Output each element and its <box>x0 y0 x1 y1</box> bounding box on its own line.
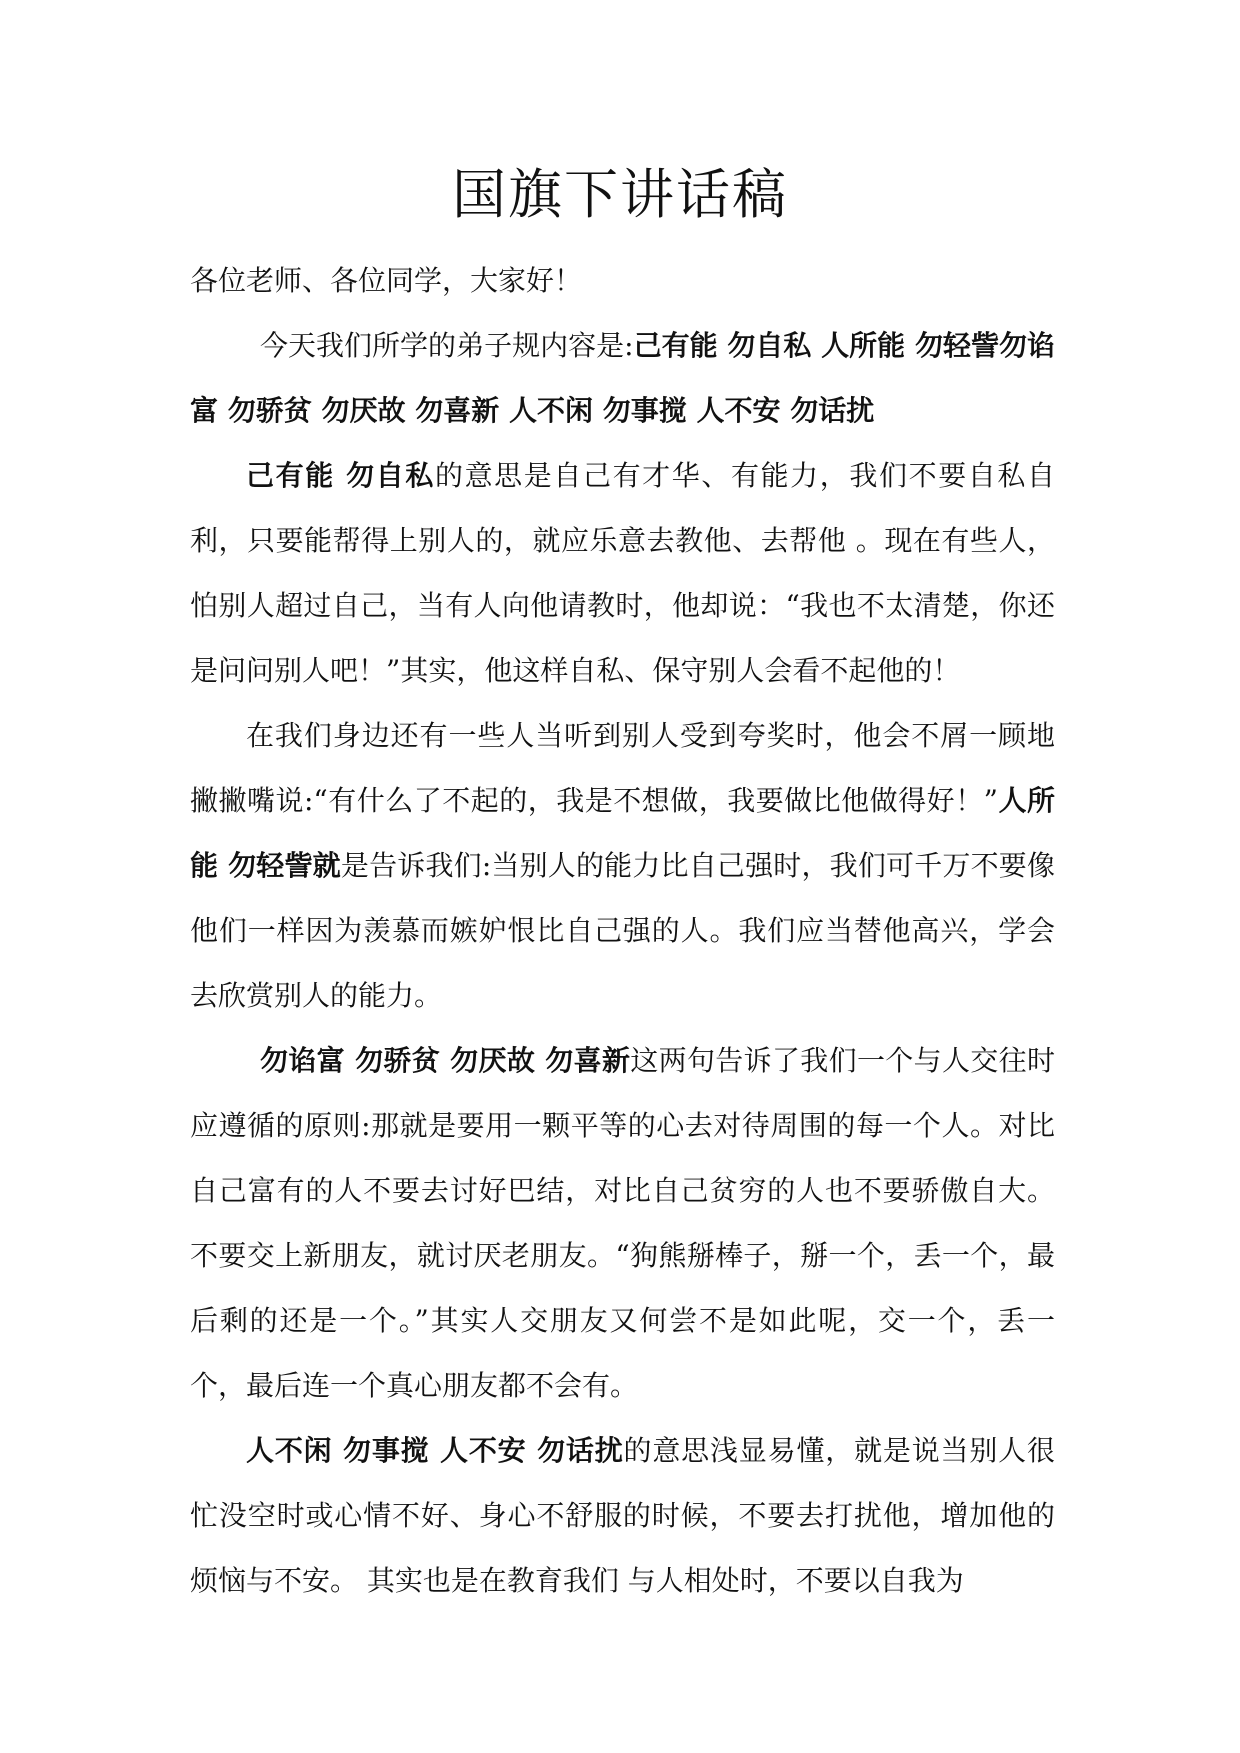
section3-text: 这两句告诉了我们一个与人交往时应遵循的原则:那就是要用一颗平等的心去对待周围的每一个人。对比自己富有的人不要去讨好巴结，对比自己贫穷的人也不要骄傲自大。不要交上新朋友，就讨厌老朋友。“狗熊掰棒子，掰一个，丢一个，最后剩的还是一个。”其实人交朋友又何尝不是如此呢，交一个，丢一个，最后连一个真心朋友都不会有。 <box>190 1044 1055 1402</box>
section2-text2: 是告诉我们:当别人的能力比自己强时，我们可千万不要像他们一样因为羡慕而嫉妒恨比自己强的人。我们应当替他高兴，学会去欣赏别人的能力。 <box>190 849 1055 1012</box>
page-title: 国旗下讲话稿 <box>452 163 788 226</box>
section1-bold: 己有能 勿自私 <box>246 459 435 492</box>
section2-text1: 在我们身边还有一些人当听到别人受到夸奖时，他会不屑一顾地撇撇嘴说:“有什么了不起的，我是不想做，我要做比他做得好！” <box>190 719 1055 817</box>
intro-bold-line1: 己有能 勿自私 人所能 勿轻訾 <box>633 329 999 362</box>
section1-paragraph <box>190 443 1055 703</box>
section4-paragraph <box>190 1418 1055 1613</box>
section2-bold: 人所能 勿轻訾就 <box>190 784 1055 882</box>
section3-bold: 勿谄富 勿骄贫 勿厌故 勿喜新 <box>260 1044 631 1077</box>
speech-body <box>190 248 1055 1613</box>
intro-paragraph <box>190 313 1055 443</box>
greeting: 各位老师、各位同学，大家好！ <box>190 264 583 297</box>
section4-bold: 人不闲 勿事搅 人不安 勿话扰 <box>246 1434 624 1467</box>
section2-paragraph <box>190 703 1055 1028</box>
section3-paragraph <box>190 1028 1055 1418</box>
intro-text: 今天我们所学的弟子规内容是: <box>260 329 634 362</box>
section1-text: 的意思是自己有才华、有能力，我们不要自私自利，只要能帮得上别人的，就应乐意去教他、去帮他 。现在有些人，怕别人超过自己，当有人向他请教时，他却说：“我也不太清楚，你还是问问别人吧！”其实，他这样自私、保守别人会看不起他的！ <box>190 459 1055 687</box>
section4-text: 的意思浅显易懂，就是说当别人很忙没空时或心情不好、身心不舒服的时候，不要去打扰他，增加他的烦恼与不安。 其实也是在教育我们 与人相处时，不要以自我为 <box>190 1434 1055 1597</box>
intro-bold-line2: 勿谄富 勿骄贫 勿厌故 勿喜新 人不闲 勿事搅 人不安 勿话扰 <box>190 329 1055 427</box>
